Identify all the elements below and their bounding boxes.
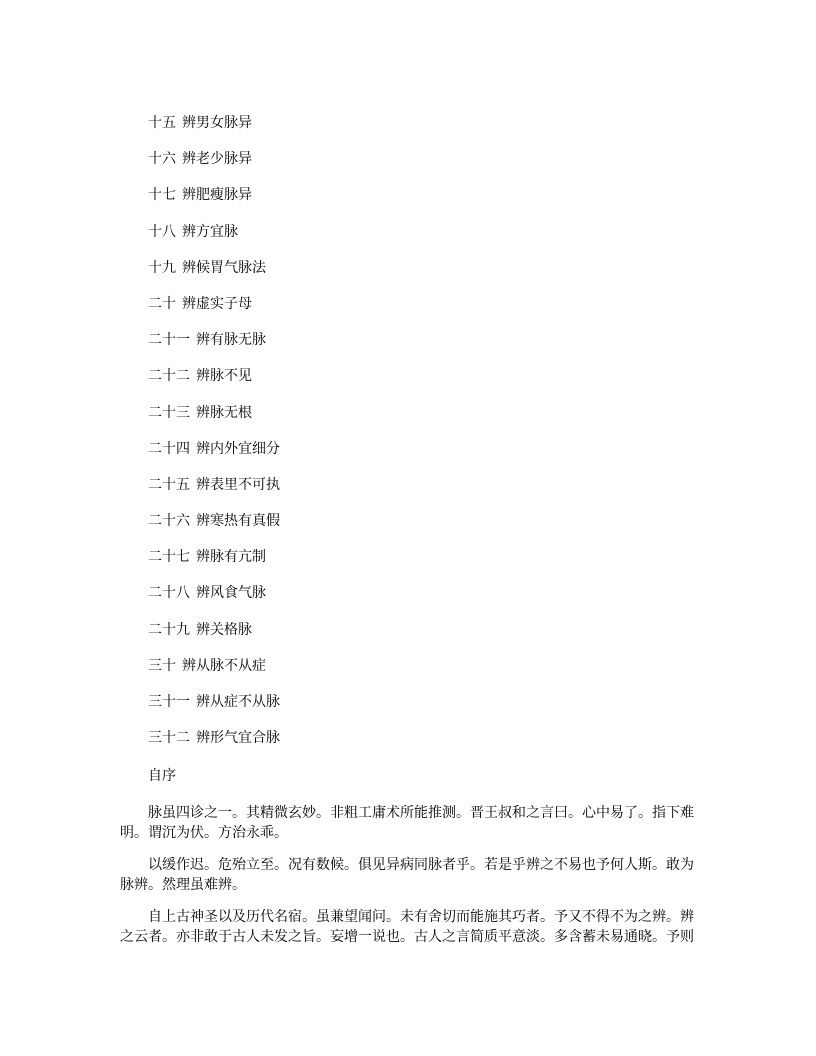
toc-item-title: 辨虚实子母: [182, 295, 252, 312]
toc-item-title: 辨脉不见: [196, 368, 252, 385]
preface-paragraph: 以缓作迟。危殆立至。况有数候。俱见异病同脉者乎。若是乎辨之不易也予何人斯。敢为脉辨。然理虽难辨。: [120, 857, 694, 893]
toc-item-number: 二十二: [148, 368, 190, 385]
toc-item: [148, 185, 280, 221]
toc-item-number: 十八: [148, 223, 176, 240]
toc-item-number: 三十一: [148, 694, 190, 710]
toc-item-title: 辨脉有亢制: [196, 549, 266, 566]
toc-item-number: 三十: [148, 657, 176, 674]
toc-item-title: 辨有脉无脉: [196, 332, 266, 349]
toc-item-title: 辨形气宜合脉: [196, 730, 280, 747]
toc-item-number: 二十五: [148, 476, 190, 493]
toc-item-number: 三十二: [148, 730, 190, 747]
toc-item-title: 辨风食气脉: [196, 585, 266, 602]
toc-item: [148, 330, 280, 366]
toc-item: [148, 656, 280, 692]
preface-paragraph: 自上古神圣以及历代名宿。虽兼望闻问。未有舍切而能施其巧者。予又不得不为之辨。辨之云者。亦非敢于古人未发之旨。妄增一说也。古人之言简质平意淡。多含蓄未易通晓。予则: [120, 909, 694, 945]
toc-item-title: 辨脉无根: [196, 404, 252, 421]
toc-item-number: 二十: [148, 295, 176, 312]
toc-item: [148, 366, 280, 402]
toc-item-title: 辨寒热有真假: [196, 513, 280, 530]
toc-item-number: 二十六: [148, 513, 190, 530]
toc-item-title: 辨男女脉异: [182, 115, 252, 131]
toc-item: [148, 222, 280, 258]
toc-item-title: 辨肥瘦脉异: [182, 187, 252, 204]
preface-paragraph: 脉虽四诊之一。其精微玄妙。非粗工庸术所能推测。晋王叔和之言曰。心中易了。指下难明。谓沉为伏。方治永乖。: [120, 805, 694, 841]
toc-item: [148, 113, 280, 149]
toc-item: [148, 439, 280, 475]
toc-item: [148, 403, 280, 439]
toc-item-title: 辨候胃气脉法: [182, 259, 266, 276]
toc-item: [148, 258, 280, 294]
toc-item-title: 辨内外宜细分: [196, 440, 280, 457]
toc-item: [148, 547, 280, 583]
toc-item-title: 辨老少脉异: [182, 151, 252, 168]
toc-item-title: 辨方宜脉: [182, 223, 238, 240]
toc-item-title: 辨从脉不从症: [182, 657, 266, 674]
toc-item-number: 二十三: [148, 404, 190, 421]
toc-item-number: 二十九: [148, 621, 190, 638]
toc-item-number: 二十四: [148, 440, 190, 457]
toc-item-number: 十五: [148, 115, 176, 131]
table-of-contents: [148, 113, 280, 764]
toc-item-number: 十七: [148, 187, 176, 204]
toc-item: [148, 511, 280, 547]
toc-item: [148, 475, 280, 511]
toc-item: [148, 728, 280, 764]
toc-item-title: 辨表里不可执: [196, 476, 280, 493]
toc-item-title: 辨从症不从脉: [196, 694, 280, 710]
preface-body: [120, 803, 694, 959]
toc-item-number: 十九: [148, 259, 176, 276]
toc-item: [148, 294, 280, 330]
toc-item: [148, 583, 280, 619]
toc-item-number: 二十七: [148, 549, 190, 566]
toc-item-number: 十六: [148, 151, 176, 168]
toc-item-number: 二十一: [148, 332, 190, 349]
toc-item: [148, 149, 280, 185]
toc-item: [148, 692, 280, 728]
toc-item-number: 二十八: [148, 585, 190, 602]
preface-heading: 自序: [148, 768, 176, 784]
toc-item-title: 辨关格脉: [196, 621, 252, 638]
toc-item: [148, 620, 280, 656]
